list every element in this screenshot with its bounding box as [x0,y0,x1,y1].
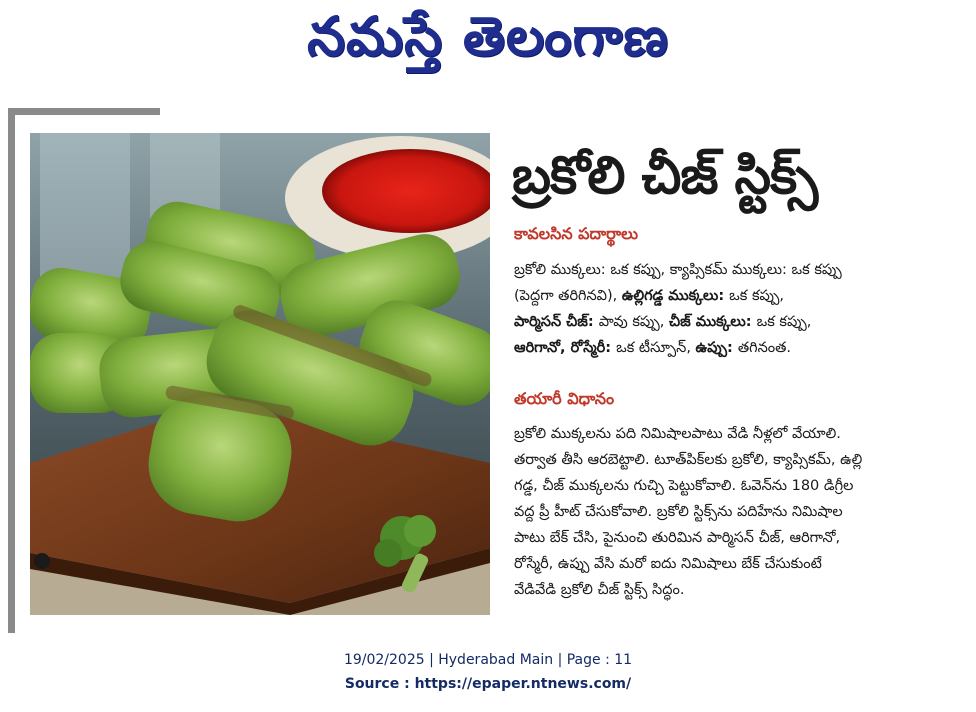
ingredients-segment: ఉల్లిగడ్డ ముక్కలు: [621,288,730,304]
ingredients-segment: పావు కప్పు, [598,314,669,330]
ingredients-list [514,257,964,361]
preparation-line: రోస్మేరీ, ఉప్పు వేసి మరో ఐదు నిమిషాలు బేక్ చేసుకుంటే [514,556,822,572]
ingredients-line [514,257,964,283]
frame-left-border [8,108,15,633]
ingredients-line [514,309,964,335]
ingredients-line [514,335,964,361]
ingredients-segment: తగినంత. [737,340,791,356]
ingredients-segment: ఉప్పు: [695,340,738,356]
ingredients-segment: రోస్మేరీ: [570,340,617,356]
ingredients-segment: పార్మిసన్ చీజ్: [514,314,599,330]
masthead [0,2,976,84]
preparation-line: వద్ద ప్రీ హీట్ చేసుకోవాలి. బ్రకోలి స్టిక్స్‌ను పదిహేను నిమిషాల [514,504,843,520]
ingredients-line [514,283,964,309]
ingredients-segment: (పెద్దగా తరిగినవి), [514,288,622,304]
frame-top-border [8,108,160,115]
food-illustration [30,133,490,615]
ingredients-segment: ఆరిగానో, [514,340,571,356]
ingredients-segment: ఒక కప్పు [791,262,842,278]
page-footer [0,648,976,696]
ingredients-heading: కావలసిన పదార్థాలు [514,224,639,243]
edition-info: 19/02/2025 | Hyderabad Main | Page : 11 [343,652,633,668]
source-info: Source : https://epaper.ntnews.com/ [344,676,632,692]
ingredients-segment: చీజ్ ముక్కలు: [668,314,757,330]
preparation-line: వేడివేడి బ్రకోలి చీజ్ స్టిక్స్ సిద్ధం. [514,582,685,598]
newspaper-logo: నమస్తే తెలంగాణ [307,4,669,68]
ingredients-segment: బ్రకోలి ముక్కలు: [514,262,611,278]
preparation-line: పాటు బేక్ చేసి, పైనుంచి తురిమిన పార్మిసన్ చీజ్, ఆరిగానో, [514,530,841,546]
ingredients-segment: ఒక టీస్పూన్, [616,340,696,356]
ingredients-segment: ఒక కప్పు, [756,314,812,330]
ingredients-segment: ఒక కప్పు, [610,262,670,278]
preparation-line: తర్వాత తీసి ఆరబెట్టాలి. టూత్‌పిక్‌లకు బ్రకోలి, క్యాప్సికమ్, ఉల్లి [514,452,863,468]
preparation-line: గడ్డ, చీజ్ ముక్కలను గుచ్చి పెట్టుకోవాలి. ఓవెన్‌ను 180 డిగ్రీల [514,478,854,494]
preparation-heading: తయారీ విధానం [514,389,615,408]
broccoli-cheese-sticks-photo [30,133,490,615]
article-headline: బ్రకోలి చీజ్ స్టిక్స్ [512,146,818,206]
ingredients-segment: ఒక కప్పు, [729,288,784,304]
preparation-text [514,421,964,603]
preparation-line: బ్రకోలి ముక్కలను పది నిమిషాలపాటు వేడి నీళ్లలో వేయాలి. [514,426,841,442]
ingredients-segment: క్యాప్సికమ్ ముక్కలు: [669,262,792,278]
